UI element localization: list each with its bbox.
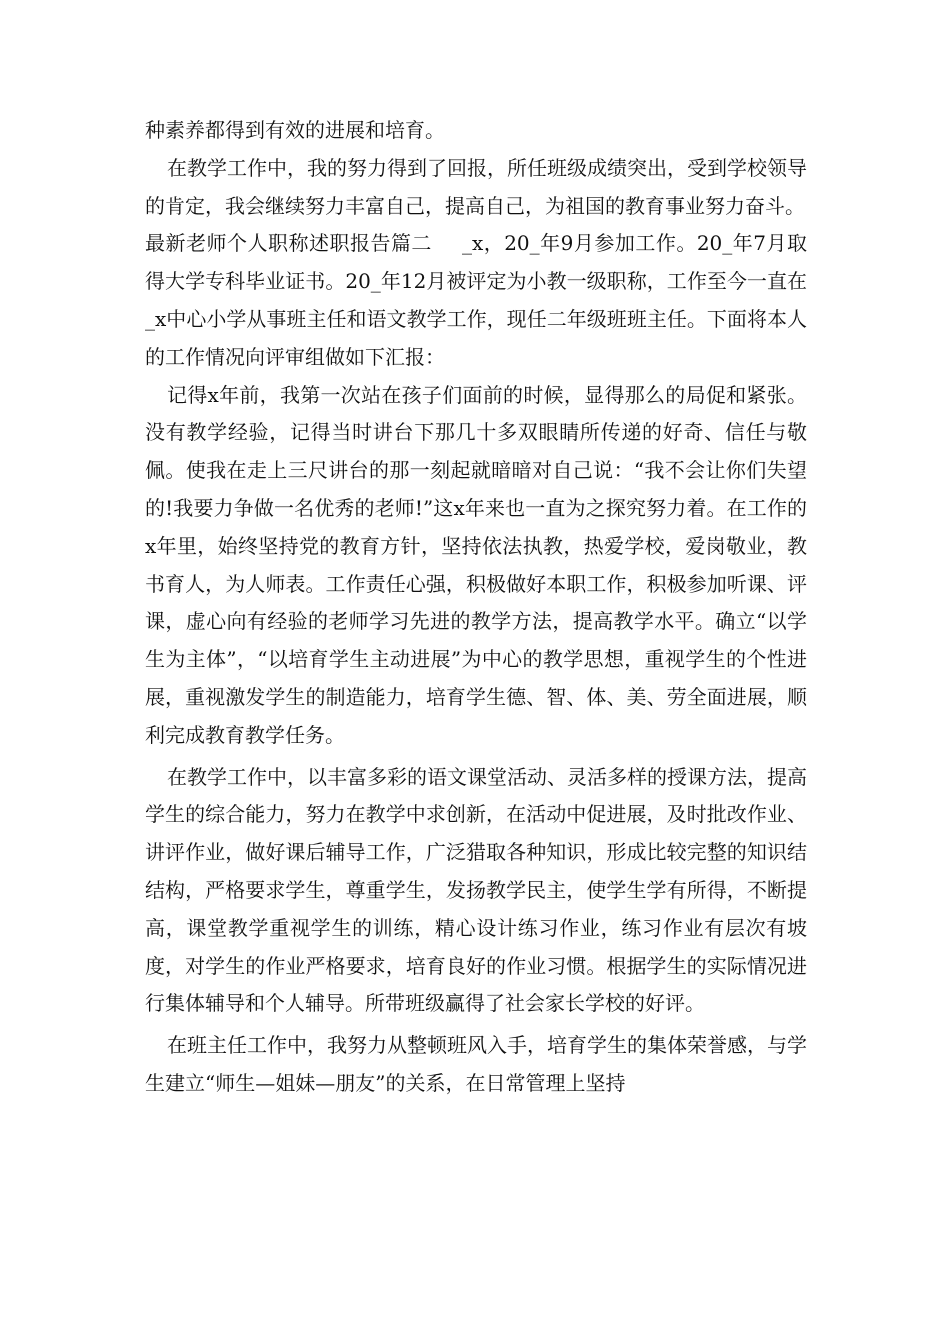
paragraph-4: 记得x年前，我第一次站在孩子们面前的时候，显得那么的局促和紧张。没有教学经验，记得当时讲台下那几十多双眼睛所传递的好奇、信任与敬佩。使我在走上三尺讲台的那一刻起就暗暗对自己说：“我不会让你们失望的!我要力争做一名优秀的老师!”这x年来也一直为之探究努力着。在工作的x年里，始终坚持党的教育方针，坚持依法执教，热爱学校，爱岗敬业，教书育人，为人师表。工作责任心强，积极做好本职工作，积极参加听课、评课，虚心向有经验的老师学习先进的教学方法，提高教学水平。确立“以学生为主体”，“以培育学生主动进展”为中心的教学思想，重视学生的个性进展，重视激发学生的制造能力，培育学生德、智、体、美、劳全面进展，顺利完成教育教学任务。: [145, 382, 807, 747]
section-heading: 最新老师个人职称述职报告篇二: [145, 231, 432, 256]
paragraph-3: [145, 225, 807, 376]
paragraph-5: 在教学工作中，以丰富多彩的语文课堂活动、灵活多样的授课方法，提高学生的综合能力，努力在教学中求创新，在活动中促进展，及时批改作业、讲评作业，做好课后辅导工作，广泛猎取各种知识，形成比较完整的知识结结构，严格要求学生，尊重学生，发扬教学民主，使学生学有所得，不断提高，课堂教学重视学生的训练，精心设计练习作业，练习作业有层次有坡度，对学生的作业严格要求，培育良好的作业习惯。根据学生的实际情况进行集体辅导和个人辅导。所带班级赢得了社会家长学校的好评。: [145, 764, 807, 1016]
paragraph-3-text: _x，20_年9月参加工作。20_年7月取得大学专科毕业证书。20_年12月被评定为小教一级职称，工作至今一直在_x中心小学从事班主任和语文教学工作，现任二年级班班主任。下面将本人的工作情况向评审组做如下汇报：: [145, 231, 807, 369]
paragraph-1: 种素养都得到有效的进展和培育。: [145, 118, 445, 142]
document-body: [145, 112, 807, 1103]
paragraph-2: 在教学工作中，我的努力得到了回报，所任班级成绩突出，受到学校领导的肯定，我会继续努力丰富自己，提高自己，为祖国的教育事业努力奋斗。: [145, 155, 807, 218]
paragraph-6: 在班主任工作中，我努力从整顿班风入手，培育学生的集体荣誉感，与学生建立“师生—姐妹—朋友”的关系，在日常管理上坚持: [145, 1033, 807, 1095]
